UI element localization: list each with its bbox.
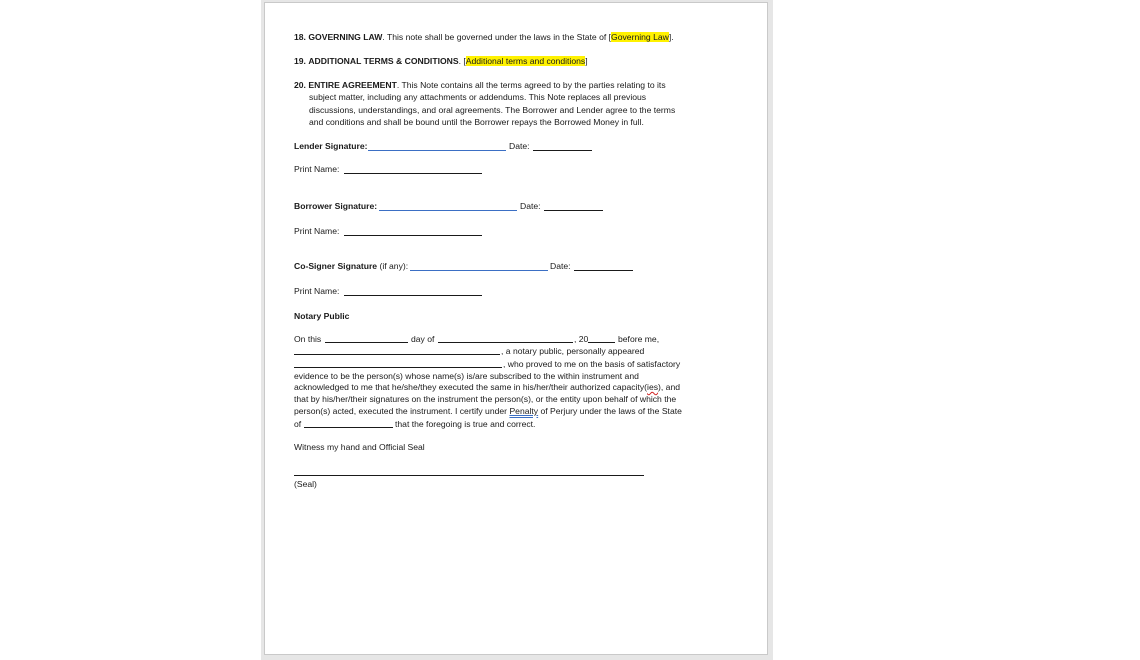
clause-18: 18. GOVERNING LAW. This note shall be governed under the laws in the State of [Governing Law]. — [294, 32, 674, 42]
borrower-print-name-line[interactable] — [344, 235, 482, 236]
notary-heading: Notary Public — [294, 311, 350, 321]
clause-20-heading: ENTIRE AGREEMENT — [308, 80, 397, 90]
clause-20 — [294, 80, 666, 91]
lender-signature-line[interactable] — [368, 150, 506, 151]
borrower-date-line[interactable] — [544, 210, 603, 211]
notary-line-5: acknowledged to me that he/she/they executed the same in his/her/their authorized capacity(ies), and — [294, 382, 681, 392]
notary-line-4: evidence to be the person(s) whose name(s) is/are subscribed to the within instrument and — [294, 371, 639, 381]
notary-before-me: before me, — [618, 334, 660, 344]
clause-20-text: . This Note contains all the terms agreed to by the parties relating to its — [396, 80, 666, 90]
notary-name-line[interactable] — [294, 354, 500, 355]
cosigner-date-line[interactable] — [574, 270, 633, 271]
lender-date-label: Date: — [509, 141, 530, 151]
notary-on-this: On this — [294, 334, 322, 344]
notary-person-line[interactable] — [294, 367, 502, 368]
notary-year-line[interactable] — [588, 342, 615, 343]
lender-signature-label: Lender Signature: — [294, 141, 368, 151]
lender-print-name-label: Print Name: — [294, 164, 340, 174]
clause-20-line-4: and conditions and shall be bound until the Borrower repays the Borrowed Money in full. — [309, 117, 644, 127]
notary-line-2: , a notary public, personally appeared — [501, 346, 645, 356]
notary-signature-line[interactable] — [294, 475, 644, 476]
cosigner-print-name-label: Print Name: — [294, 286, 340, 296]
clause-18-text: . This note shall be governed under the laws in the State of — [382, 32, 609, 42]
notary-line-3: , who proved to me on the basis of satisfactory — [503, 359, 681, 369]
borrower-signature-line[interactable] — [379, 210, 517, 211]
notary-day-line[interactable] — [325, 342, 408, 343]
notary-line-7: person(s) acted, executed the instrument. I certify under Penalty of Perjury under the laws of the State — [294, 406, 682, 416]
borrower-signature-label: Borrower Signature: — [294, 201, 378, 211]
clause-18-end: ]. — [668, 32, 674, 42]
clause-18-heading: GOVERNING LAW — [308, 32, 383, 42]
clause-19-end: ] — [585, 56, 588, 66]
lender-print-name-line[interactable] — [344, 173, 482, 174]
lender-date-line[interactable] — [533, 150, 592, 151]
notary-state-line[interactable] — [304, 427, 393, 428]
notary-line-6: that by his/her/their signatures on the instrument the person(s), or the entity upon behalf of which the — [294, 394, 677, 404]
cosigner-print-name-line[interactable] — [344, 295, 482, 296]
notary-of: of — [294, 419, 302, 429]
additional-terms-field[interactable]: Additional terms and conditions — [465, 56, 586, 66]
notary-month-line[interactable] — [438, 342, 573, 343]
clause-19: 19. ADDITIONAL TERMS & CONDITIONS. [Additional terms and conditions] — [294, 56, 588, 66]
witness-text: Witness my hand and Official Seal — [294, 442, 425, 452]
borrower-date-label: Date: — [520, 201, 541, 211]
clause-20-line-3: discussions, understandings, and oral agreements. The Borrower and Lender agree to the terms — [309, 105, 676, 115]
clause-19-number: 19. — [294, 56, 306, 66]
clause-20-number: 20. — [294, 80, 306, 90]
seal-label: (Seal) — [294, 479, 317, 489]
cosigner-signature-label: Co-Signer Signature (if any): — [294, 261, 409, 271]
cosigner-signature-line[interactable] — [410, 270, 548, 271]
notary-year-prefix: , 20 — [574, 334, 589, 344]
clause-20-line-2: subject matter, including any attachments or addendums. This Note replaces all previous — [309, 92, 647, 102]
clause-18-number: 18. — [294, 32, 306, 42]
clause-19-heading: ADDITIONAL TERMS & CONDITIONS — [308, 56, 459, 66]
notary-line-8: that the foregoing is true and correct. — [395, 419, 536, 429]
borrower-print-name-label: Print Name: — [294, 226, 340, 236]
notary-day-of: day of — [411, 334, 435, 344]
clause-19-text: . — [458, 56, 464, 66]
cosigner-date-label: Date: — [550, 261, 571, 271]
governing-law-field[interactable]: Governing Law — [611, 32, 669, 42]
